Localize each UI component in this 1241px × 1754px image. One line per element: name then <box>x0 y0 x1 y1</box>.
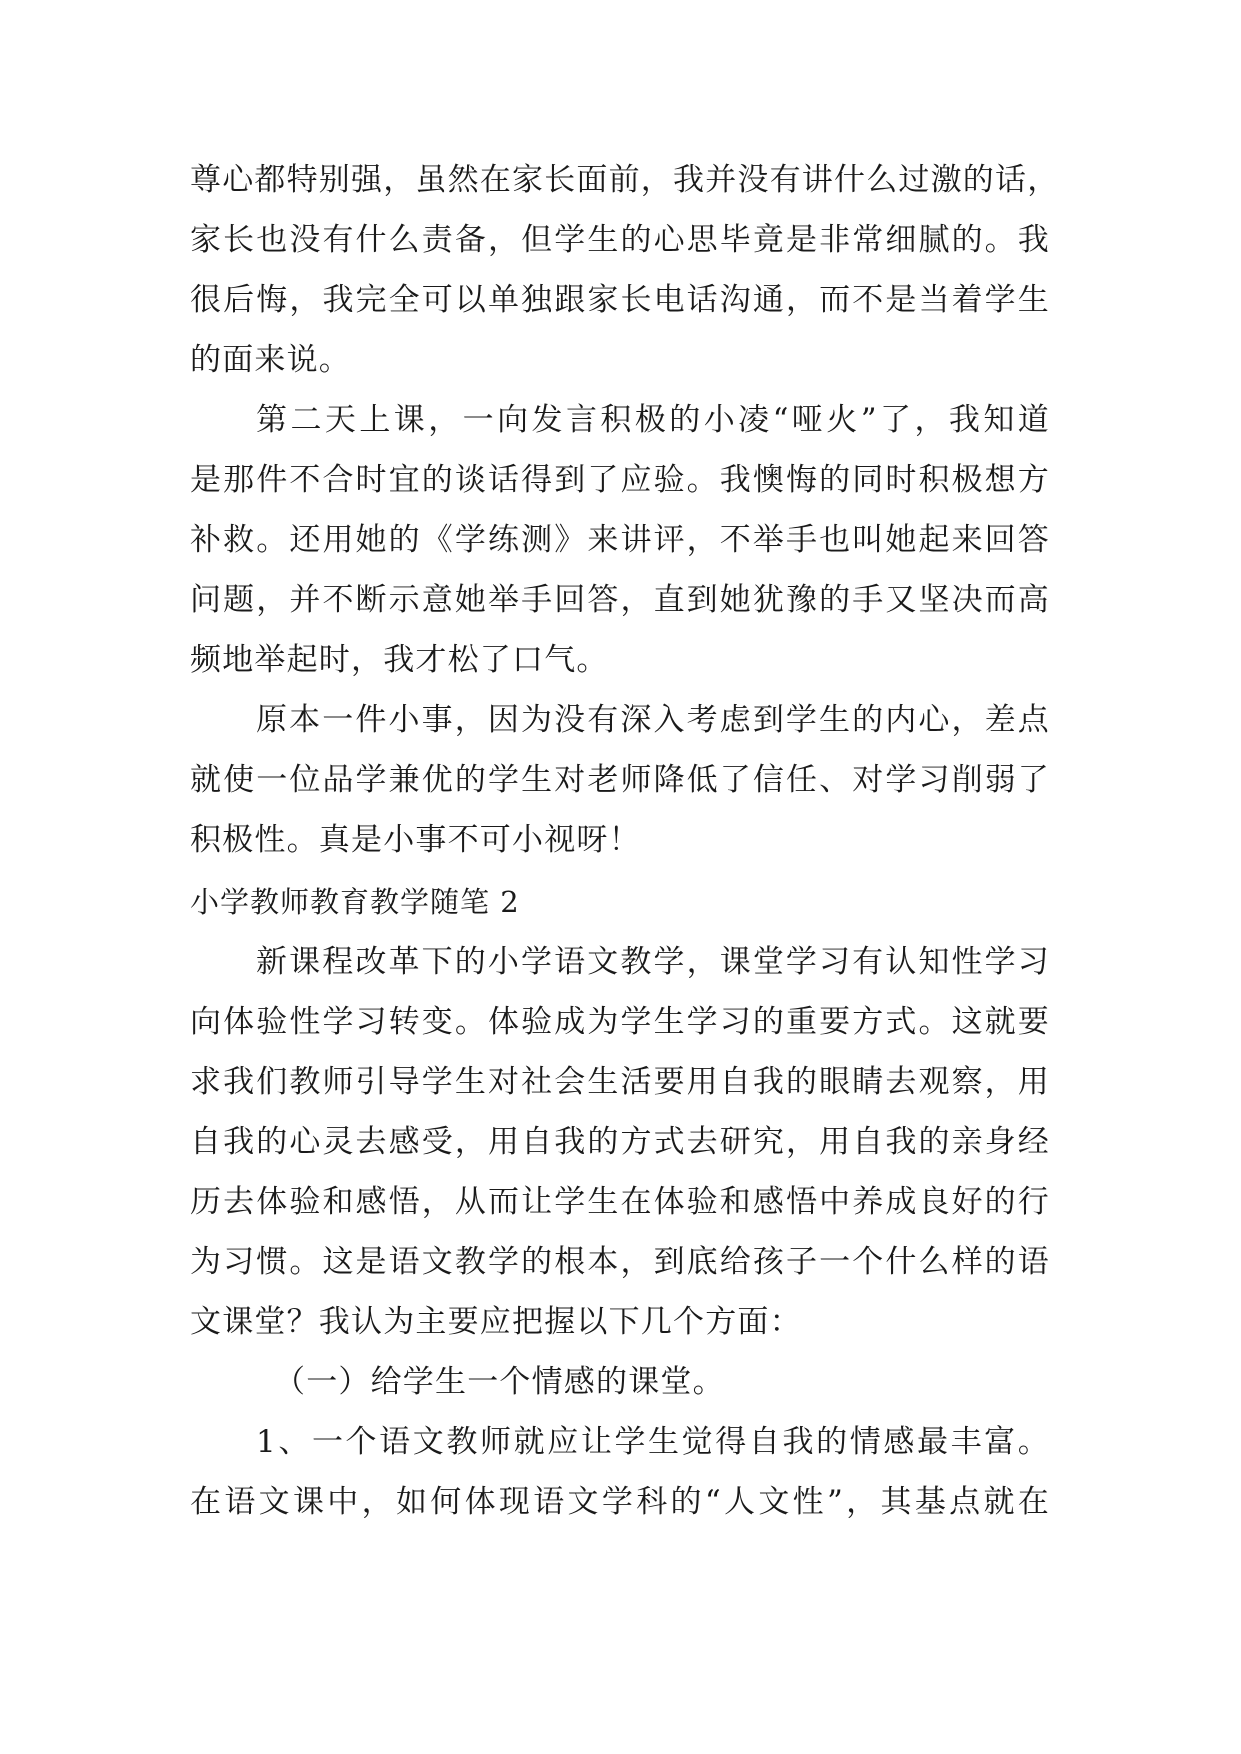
text-line: 向体验性学习转变。体验成为学生学习的重要方式。这就要 <box>190 1004 1050 1040</box>
text-line: 尊心都特别强，虽然在家长面前，我并没有讲什么过激的话， <box>190 162 1060 198</box>
text-line: 就使一位品学兼优的学生对老师降低了信任、对学习削弱了 <box>190 762 1050 798</box>
body-text-top <box>190 150 1060 870</box>
text-line: 在语文课中，如何体现语文学科的“人文性”，其基点就在 <box>190 1484 1050 1520</box>
text-line: 自我的心灵去感受，用自我的方式去研究，用自我的亲身经 <box>190 1124 1050 1160</box>
body-text-bottom <box>190 932 1050 1532</box>
text-line: 家长也没有什么责备，但学生的心思毕竟是非常细腻的。我 <box>190 222 1050 258</box>
text-line: 文课堂？我认为主要应把握以下几个方面： <box>190 1304 802 1340</box>
text-line: 为习惯。这是语文教学的根本，到底给孩子一个什么样的语 <box>190 1244 1050 1280</box>
text-line: 的面来说。 <box>190 342 351 378</box>
text-line: 新课程改革下的小学语文教学，课堂学习有认知性学习 <box>256 944 1050 980</box>
text-line: 1、一个语文教师就应让学生觉得自我的情感最丰富。 <box>256 1424 1050 1460</box>
text-line: 积极性。真是小事不可小视呀！ <box>190 822 641 858</box>
text-line: 频地举起时，我才松了口气。 <box>190 642 609 678</box>
section-heading: 小学教师教育教学随笔 2 <box>190 885 520 919</box>
text-line: 第二天上课，一向发言积极的小凌“哑火”了，我知道 <box>256 402 1050 438</box>
text-line: 历去体验和感悟，从而让学生在体验和感悟中养成良好的行 <box>190 1184 1050 1220</box>
text-line: 补救。还用她的《学练测》来讲评，不举手也叫她起来回答 <box>190 522 1050 558</box>
text-line: 原本一件小事，因为没有深入考虑到学生的内心，差点 <box>256 702 1050 738</box>
text-line: 求我们教师引导学生对社会生活要用自我的眼睛去观察，用 <box>190 1064 1050 1100</box>
text-line: 问题，并不断示意她举手回答，直到她犹豫的手又坚决而高 <box>190 582 1050 618</box>
subsection-heading: （一）给学生一个情感的课堂。 <box>274 1364 725 1400</box>
text-line: 是那件不合时宜的谈话得到了应验。我懊悔的同时积极想方 <box>190 462 1050 498</box>
text-line: 很后悔，我完全可以单独跟家长电话沟通，而不是当着学生 <box>190 282 1050 318</box>
